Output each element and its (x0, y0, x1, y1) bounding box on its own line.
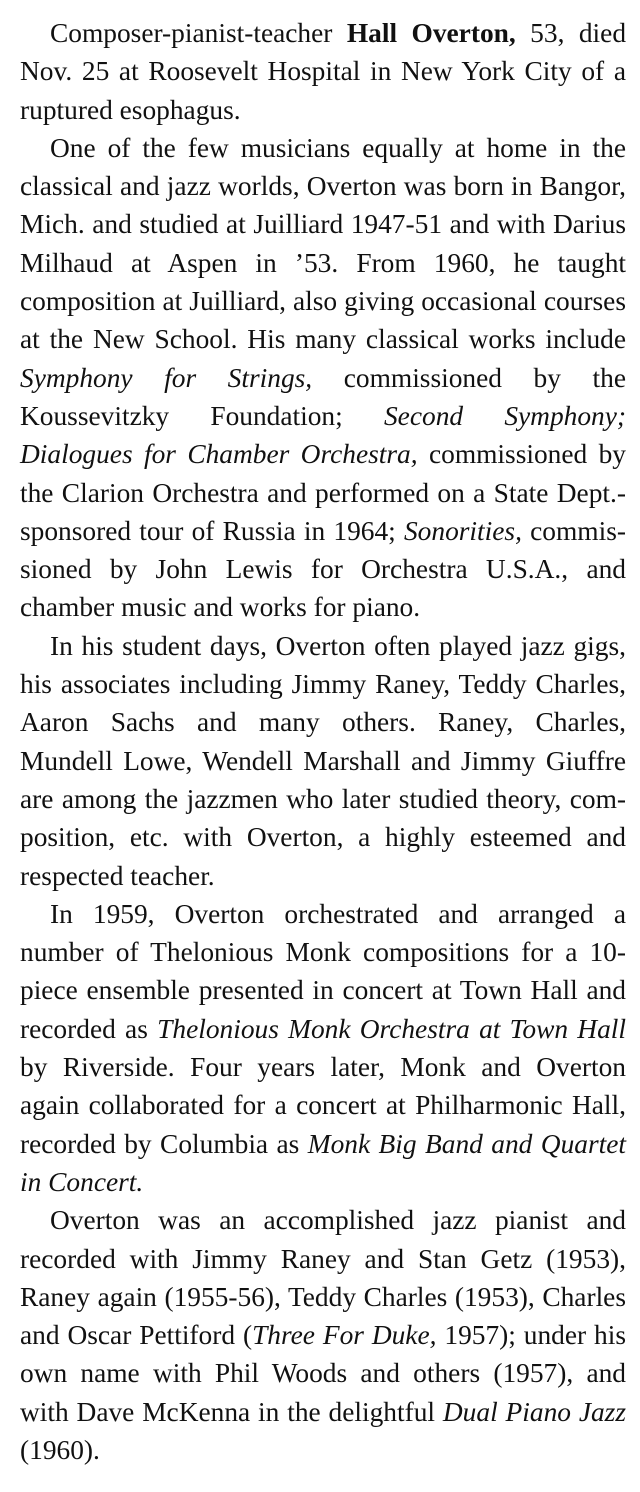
album-title: Dual Piano Jazz (442, 1396, 627, 1427)
text-run: In his student days, Overton often played jazz gigs, his associates including Jimmy Raney, Teddy Charles, Aaron Sachs and many others. Raney, Charles, Mundell Lowe, Wendell Marshall and Jimmy Giuffre are among the jazzmen who later studied theory, composition, etc. with Overton, a highly esteemed and respected teacher. (20, 630, 626, 891)
text-run: In 1959, Overton orchestrated and arranged a number of Thelonious Monk compositions for a 10-piece ensemble presented in concert at Town Hall and recorded as (20, 898, 626, 1044)
text-run: Composer-pianist-teacher (50, 18, 347, 48)
album-title: Three For Duke, (252, 1320, 437, 1351)
text-run: Overton was an accomplished jazz pianist and recorded with Jimmy Raney and Stan Getz (1953), Raney again (1955-56), Teddy Charles (1953), Charles and Oscar Pettiford ( (20, 1205, 626, 1351)
text-run: commissioned by the Clarion Orchestra and performed on a State Dept.-sponsored tour of Russia in 1964; (20, 439, 626, 546)
album-title: Monk Big Band and Quartet in Concert. (20, 1128, 626, 1197)
paragraph (20, 14, 626, 129)
text-run: 1957); under his own name with Phil Woods and others (1957), and with Dave McKenna in the delightful (20, 1320, 626, 1427)
text-run: by Riverside. Four years later, Monk and Overton again collaborated for a concert at Philharmonic Hall, recorded by Columbia as (20, 1052, 626, 1159)
work-title: Sonorities, (403, 515, 522, 546)
paragraph (20, 627, 626, 895)
album-title: Thelonious Monk Orchestra at Town Hall (157, 1013, 626, 1044)
work-title: Second Symphony; Dialogues for Chamber Orchestra, (20, 400, 627, 470)
text-run: commissioned by the Koussevitzky Foundation; (20, 362, 626, 431)
text-run: (1960). (20, 1434, 100, 1465)
paragraph (20, 895, 626, 1201)
text-run: One of the few musicians equally at home in the classical and jazz worlds, Overton was born in Bangor, Mich. and studied at Juilliard 1947-51 and with Darius Milhaud at Aspen in ’53. From 1960, he taught composition at Juilliard, also giving occasional courses at the New School. His many classical works include (20, 132, 626, 355)
paragraph (20, 129, 626, 627)
text-run: commissioned by John Lewis for Orchestra U.S.A., and chamber music and works for piano. (20, 515, 626, 623)
paragraph (20, 1201, 626, 1469)
work-title: Symphony for Strings, (20, 362, 313, 393)
text-run: 53, died Nov. 25 at Roosevelt Hospital in New York City of a ruptured esophagus. (20, 18, 627, 125)
subject-name: Hall Overton, (346, 18, 516, 48)
